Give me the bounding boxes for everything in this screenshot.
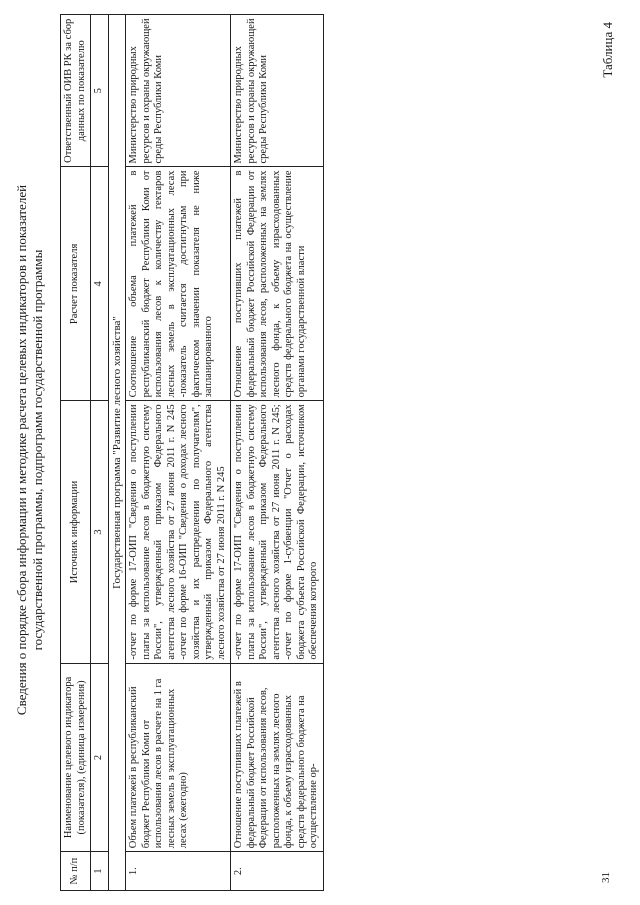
- table-header-row: [61, 15, 91, 891]
- header-source: Источник информации: [61, 401, 91, 663]
- header-num: № п/п: [61, 852, 91, 891]
- column-number-row: [91, 15, 109, 891]
- calculation: Отношение поступивших платежей в федеральный бюджет Российской Федерации от использования лесов, расположенных на землях лесного фонда, к объему израсходованных средств федерального бюджета на осуществление органами государственной власти: [231, 167, 324, 401]
- info-source: -отчет по форме 17-ОИП "Сведения о поступлении платы за использование лесов в бюджетную систему России", утвержденный приказом Федерального агентства лесного хозяйства от 27 июня 2011 г. N 245; -отчет по форме 1-субвенции "Отчет о расходах бюджета субъекта Российской Федерации, источником обеспечения которого: [231, 401, 324, 663]
- col-number: 1: [91, 852, 109, 891]
- info-source: -отчет по форме 17-ОИП "Сведения о поступлении платы за использование лесов в бюджетную систему России", утвержденный приказом Федерального агентства лесного хозяйства от 27 июня 2011 г. N 245 -отчет по форме 16-ОИП "Сведения о доходах лесного хозяйства и их распределении по получателям", утвержденный приказом Федерального агентства лесного хозяйства от 27 июня 2011 г. N 245: [126, 401, 231, 663]
- header-responsible: Ответственный ОИВ РК за сбор данных по показателю: [61, 15, 91, 168]
- col-number: 5: [91, 15, 109, 168]
- table-row: [126, 15, 231, 891]
- responsible-body: Министерство природных ресурсов и охраны окружающей среды Республики Коми: [126, 15, 231, 168]
- table-row: [231, 15, 324, 891]
- col-number: 4: [91, 167, 109, 401]
- page-number: 31: [600, 872, 612, 883]
- row-number: 1.: [126, 852, 231, 891]
- table-label: Таблица 4: [600, 22, 615, 78]
- col-number: 3: [91, 401, 109, 663]
- row-number: 2.: [231, 852, 324, 891]
- section-title: Государственная программа "Развитие лесного хозяйства": [108, 15, 126, 891]
- table-caption: [14, 35, 46, 865]
- header-calc: Расчет показателя: [61, 167, 91, 401]
- indicator-name: Объем платежей в республиканский бюджет Республики Коми от использования лесов в расчете на 1 га лесных земель в эксплуатационных лесах (ежегодно): [126, 663, 231, 852]
- col-number: 2: [91, 663, 109, 852]
- section-row: [108, 15, 126, 891]
- indicator-name: Отношение поступивших платежей в федеральный бюджет Российской Федерации от использования лесов, расположенных на землях лесного фонда, к объему израсходованных средств федерального бюджета на осуществление ор-: [231, 663, 324, 852]
- caption-line-2: государственной программы, подпрограмм государственной программы: [30, 249, 45, 651]
- caption-line-1: Сведения о порядке сбора информации и методике расчета целевых индикаторов и показателей: [14, 184, 29, 716]
- calculation: Соотношение объема платежей в республиканский бюджет Республики Коми от использования лесов к количеству гектаров лесных земель в эксплуатационных лесах -показатель считается достигнутым при фактическом значении показателя не ниже запланированного: [126, 167, 231, 401]
- indicators-table: [60, 14, 324, 891]
- header-name: Наименование целевого индикатора (показателя), (единица измерения): [61, 663, 91, 852]
- responsible-body: Министерство природных ресурсов и охраны окружающей среды Республики Коми: [231, 15, 324, 168]
